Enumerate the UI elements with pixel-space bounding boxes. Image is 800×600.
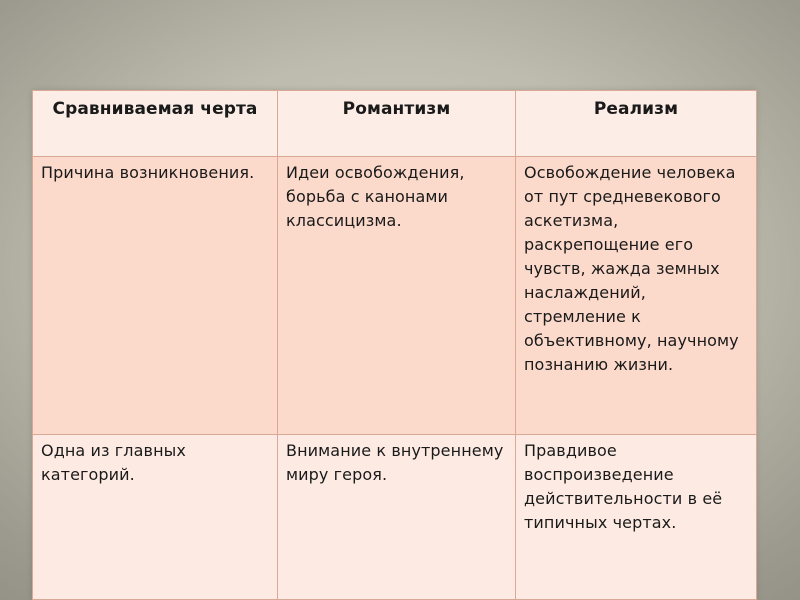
table-row <box>33 157 757 435</box>
cell-feature: Причина возникновения. <box>33 157 278 435</box>
comparison-table <box>32 90 757 600</box>
comparison-table-container <box>32 90 756 600</box>
cell-realism: Правдивое воспроизведение действительности в её типичных чертах. <box>516 435 757 600</box>
header-romanticism: Романтизм <box>278 91 516 157</box>
table-header-row <box>33 91 757 157</box>
header-compared-feature: Сравниваемая черта <box>33 91 278 157</box>
table-row <box>33 435 757 600</box>
cell-romanticism: Идеи освобождения, борьба с канонами классицизма. <box>278 157 516 435</box>
cell-feature: Одна из главных категорий. <box>33 435 278 600</box>
cell-romanticism: Внимание к внутреннему миру героя. <box>278 435 516 600</box>
cell-realism: Освобождение человека от пут средневекового аскетизма, раскрепощение его чувств, жажда земных наслаждений, стремление к объективному, научному познанию жизни. <box>516 157 757 435</box>
header-realism: Реализм <box>516 91 757 157</box>
